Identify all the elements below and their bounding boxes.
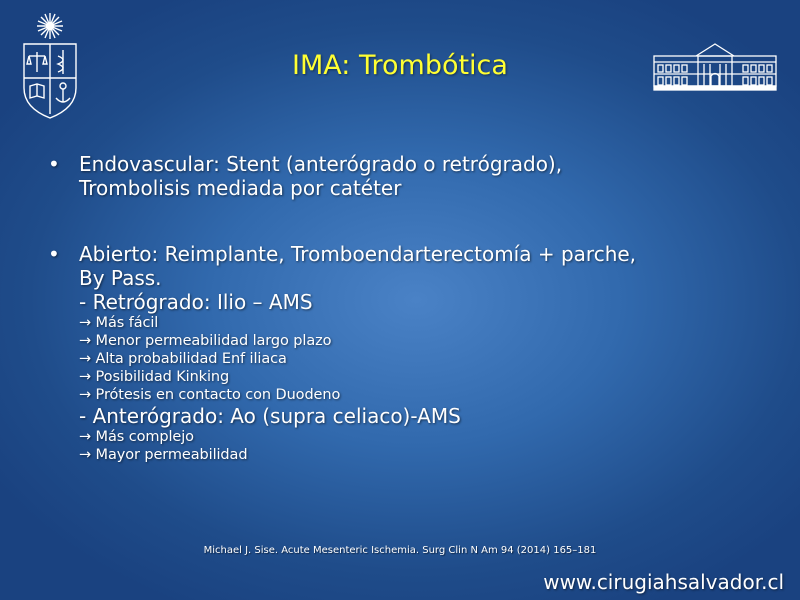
bullet-dot: • xyxy=(48,242,60,266)
bullet-abierto-line2: By Pass. xyxy=(79,266,162,290)
anterogrado-item: → Más complejo xyxy=(79,429,194,445)
bullet-abierto xyxy=(44,242,764,290)
website-url: www.cirugiahsalvador.cl xyxy=(543,570,784,594)
bullet-endovascular xyxy=(44,152,764,200)
citation: Michael J. Sise. Acute Mesenteric Ischemia. Surg Clin N Am 94 (2014) 165–181 xyxy=(203,545,597,556)
bullet-endovascular-line1: Endovascular: Stent (anterógrado o retrógrado), xyxy=(79,152,563,176)
retrogrado-item: → Posibilidad Kinking xyxy=(79,369,230,385)
retrogrado-item: → Alta probabilidad Enf iliaca xyxy=(79,351,287,367)
bullet-dot: • xyxy=(48,152,60,176)
retrogrado-item: → Menor permeabilidad largo plazo xyxy=(79,333,332,349)
slide-title: IMA: Trombótica xyxy=(292,50,508,81)
bullet-endovascular-line2: Trombolisis mediada por catéter xyxy=(79,176,402,200)
anterogrado-heading: - Anterógrado: Ao (supra celiaco)-AMS xyxy=(79,404,461,428)
hospital-building-icon xyxy=(652,40,778,92)
retrogrado-item: → Más fácil xyxy=(79,315,159,331)
bullet-abierto-line1: Abierto: Reimplante, Tromboendarterectomía + parche, xyxy=(79,242,637,266)
retrogrado-item: → Prótesis en contacto con Duodeno xyxy=(79,387,341,403)
anterogrado-item: → Mayor permeabilidad xyxy=(79,447,248,463)
retrogrado-heading: - Retrógrado: Ilio – AMS xyxy=(79,290,313,314)
slide-content xyxy=(44,152,764,464)
